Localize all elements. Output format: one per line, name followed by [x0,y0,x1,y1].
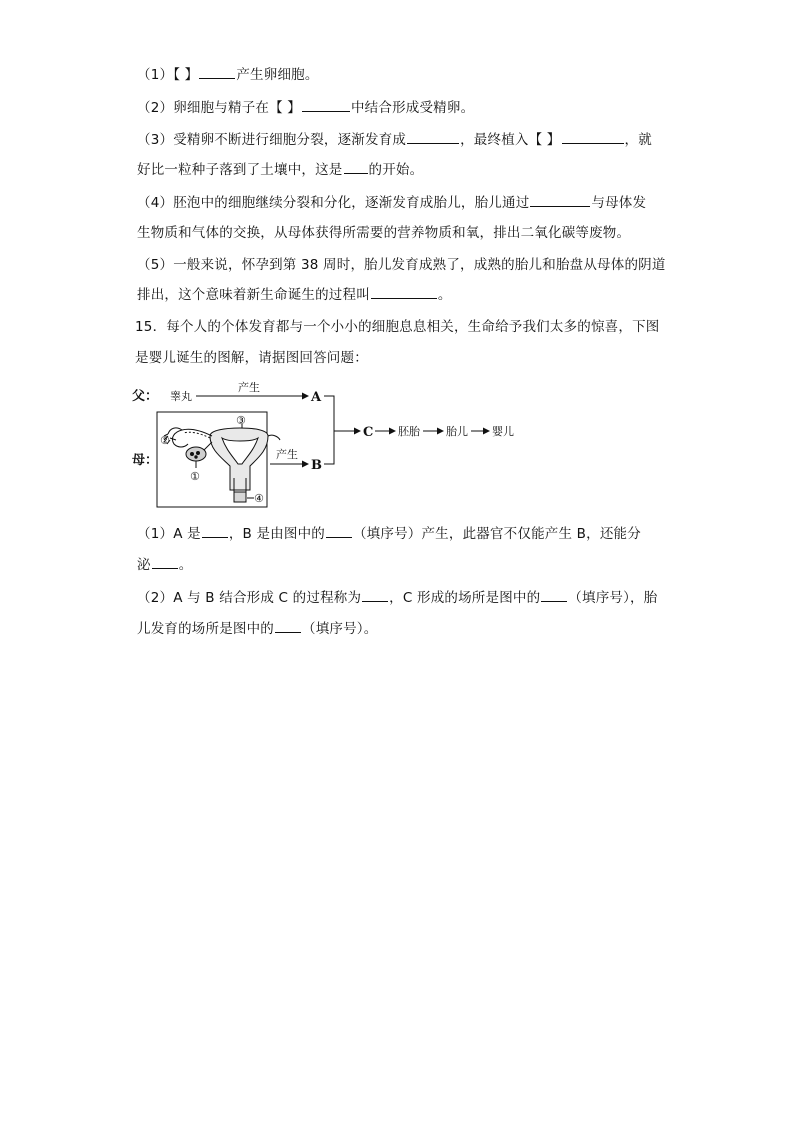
q15-stem-cont-text: 是婴儿诞生的图解，请据图回答问题： [135,350,368,366]
marker-4: ④ [254,492,264,505]
answer-blank[interactable] [562,131,624,144]
q14-2-suffix: 中结合形成受精卵。 [350,100,475,116]
q14-1-suffix: 产生卵细胞。 [236,67,319,83]
q14-5-text: （5）一般来说，怀孕到第 38 周时，胎儿发育成熟了，成熟的胎儿和胎盘从母体的阴道 [137,257,666,273]
question-14-4-cont [137,224,630,242]
answer-blank[interactable] [202,525,228,538]
q15-1-cont-suffix: 。 [178,557,193,573]
marker-2: ② [160,434,170,447]
marker-3: ③ [236,414,246,427]
question-14-3-cont [137,161,423,179]
q15-1-mid2: （填序号）产生，此器官不仅能产生 B，还能分 [352,526,641,542]
label-b: B [311,458,322,473]
question-15-1 [137,525,641,543]
marker-1: ① [190,470,200,483]
q15-2-prefix: （2）A 与 B 结合形成 C 的过程称为 [137,590,362,606]
q15-2-cont-suffix: （填序号）。 [302,621,378,637]
q15-stem-text: 15．每个人的个体发育都与一个小小的细胞息息相关，生命给予我们太多的惊喜，下图 [135,319,660,335]
answer-blank[interactable] [407,131,459,144]
infant-birth-diagram [130,378,530,513]
answer-blank[interactable] [275,620,301,633]
q15-1-cont-prefix: 泌 [137,557,151,573]
q14-3-cont-suffix: 的开始。 [368,162,424,178]
question-15-stem-cont [135,349,368,367]
produce-top-label: 产生 [238,381,260,394]
q14-2-prefix: （2）卵细胞与精子在【 】 [137,100,301,116]
mother-label: 母： [132,453,159,468]
q14-3-cont-text: 好比一粒种子落到了土壤中，这是 [137,162,343,178]
father-label: 父： [132,389,159,404]
q14-3-prefix: （3）受精卵不断进行细胞分裂，逐渐发育成 [137,132,407,148]
q14-5-cont-suffix: 。 [437,287,452,303]
answer-blank[interactable] [530,194,590,207]
q15-1-prefix: （1）A 是 [137,526,201,542]
answer-blank[interactable] [541,589,567,602]
question-15-2-cont [137,620,377,638]
q14-5-cont-prefix: 排出，这个意味着新生命诞生的过程叫 [137,287,370,303]
q15-1-mid: ，B 是由图中的 [228,526,325,542]
answer-blank[interactable] [344,161,368,174]
label-a: A [311,390,322,405]
question-15-stem [135,318,659,336]
q15-2-mid: ，C 形成的场所是图中的 [389,590,541,606]
produce-bottom-label: 产生 [276,448,298,461]
question-14-2 [137,99,474,117]
question-14-5-cont [137,286,452,304]
q15-2-cont-prefix: 儿发育的场所是图中的 [137,621,274,637]
embryo-label: 胚胎 [398,425,420,438]
q14-4-suffix: 与母体发 [591,195,647,211]
answer-blank[interactable] [302,99,350,112]
infant-label: 婴儿 [492,425,514,438]
answer-blank[interactable] [199,66,235,79]
a-b-bracket [324,396,334,464]
answer-blank[interactable] [326,525,352,538]
q14-3-suffix: ，就 [624,132,652,148]
q14-4-prefix: （4）胚泡中的细胞继续分裂和分化，逐渐发育成胎儿，胎儿通过 [137,195,530,211]
uterus-illustration [164,424,280,502]
answer-blank[interactable] [362,589,388,602]
question-14-4 [137,194,646,212]
question-15-2 [137,589,657,607]
fetus-label: 胎儿 [446,425,468,438]
testis-label: 睾丸 [170,390,192,403]
answer-blank[interactable] [371,286,437,299]
q15-2-mid2: （填序号），胎 [568,590,658,606]
q14-1-prefix: （1）【 】 [137,67,199,83]
q14-4-cont-text: 生物质和气体的交换，从母体获得所需要的营养物质和氧，排出二氧化碳等废物。 [137,225,631,241]
question-14-3 [137,131,652,149]
q14-3-mid: ，最终植入【 】 [460,132,561,148]
question-14-1 [137,66,319,84]
question-15-1-cont [137,556,192,574]
question-14-5 [137,256,666,274]
answer-blank[interactable] [152,556,178,569]
label-c: C [363,425,374,440]
